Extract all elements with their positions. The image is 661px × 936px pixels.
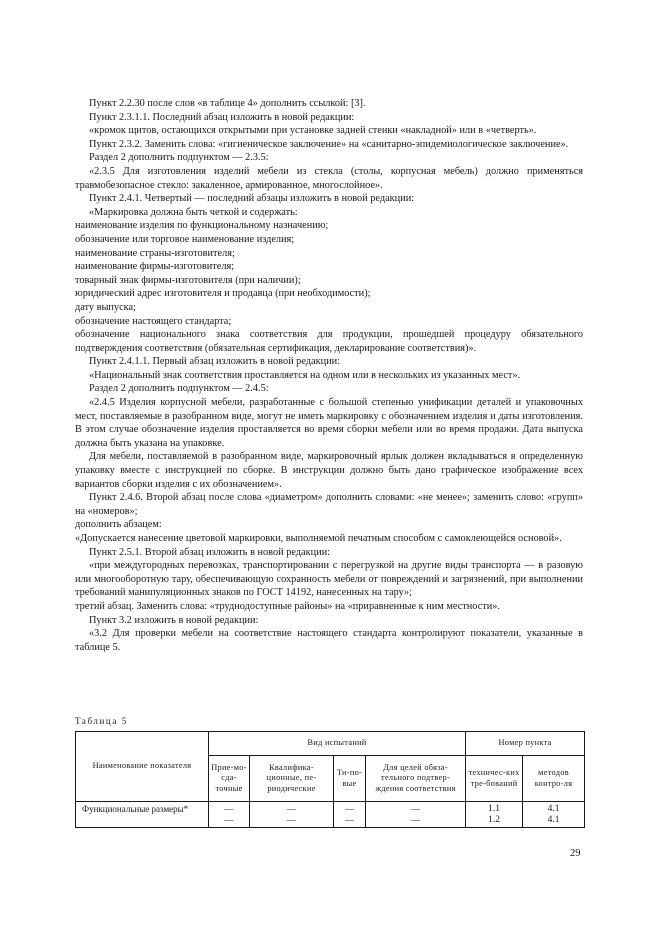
header-test-type: Вид испытаний (209, 732, 466, 756)
test-type-cell: — — (366, 802, 466, 828)
body-paragraph: Пункт 2.4.1.1. Первый абзац изложить в новой редакции: (89, 356, 340, 368)
header-qualification: Квалифика-ционные, пе-риодические (250, 756, 334, 802)
test-type-cell: — — (209, 802, 250, 828)
body-paragraph: обозначение или торговое наименование изделия; (75, 233, 295, 245)
body-paragraph: «кромок щитов, остающихся открытыми при установке задней стенки «накладной» или в «четверть». (89, 125, 537, 137)
body-paragraph: наименование страны-изготовителя; (75, 247, 235, 259)
body-paragraph: наименование изделия по функциональному назначению; (75, 220, 329, 232)
page-number: 29 (570, 848, 581, 859)
table-caption: Таблица 5 (75, 716, 128, 726)
body-text (75, 97, 583, 654)
body-paragraph: «2.3.5 Для изготовления изделий мебели из стекла (столы, корпусная мебель) должно применяться травмобезопасное стекло: закаленное, армированное, многослойное». (75, 165, 583, 191)
body-paragraph: «Допускается нанесение цветовой маркировки, выполняемой печатным способом с самоклеющейся основой». (75, 533, 562, 544)
body-paragraph: Пункт 2.3.2. Заменить слова: «гигиеническое заключение» на «санитарно-эпидемиологическое заключение». (89, 138, 569, 150)
results-table (75, 731, 585, 828)
body-paragraph: Раздел 2 дополнить подпунктом — 2.3.5: (89, 152, 269, 164)
tech-requirement-clause-cell: 1.1 1.2 (466, 802, 523, 828)
body-paragraph: Для мебели, поставляемой в разобранном виде, маркировочный ярлык должен вкладываться в определенную упаковку вместе с инструкцией по сборке. В инструкции должно быть дано графическое изображение всех вариантов сборки изделия с их обозначением». (75, 451, 583, 490)
body-paragraph: Пункт 2.3.1.1. Последний абзац изложить в новой редакции: (89, 111, 355, 123)
body-paragraph: Пункт 2.5.1. Второй абзац изложить в новой редакции: (89, 546, 330, 558)
body-paragraph: Пункт 3.2 изложить в новой редакции: (89, 614, 259, 626)
indicator-name-cell: Функциональные размеры* (76, 802, 209, 828)
body-paragraph: «при междугородных перевозках, транспортировании с перегрузкой на другие виды транспорта — в разовую или многооборотную тару, обеспечивающую сохранность мебели от повреждений и загрязнений, при выполнении требований манипуляционных знаков по ГОСТ 14192, нанесенных на тару»; (75, 560, 583, 599)
body-paragraph: Пункт 2.2.30 после слов «в таблице 4» дополнить ссылкой: [3]. (89, 98, 366, 109)
body-paragraph: «Национальный знак соответствия проставляется на одном или в нескольких из указанных мест». (89, 369, 521, 381)
body-paragraph: наименование фирмы-изготовителя; (75, 261, 235, 273)
body-paragraph: Пункт 2.4.1. Четвертый — последний абзацы изложить в новой редакции: (89, 193, 415, 205)
body-paragraph: «2.4.5 Изделия корпусной мебели, разработанные с большой степенью унификации деталей и упаковочных мест, поставляемые в разобранном виде, могут не иметь маркировку с обозначением изделия и даты изготовления. В этом случае обозначение изделия проставляется во время сборки мебели или во время продажи. Дата выпуска должна быть указана на упаковке. (75, 397, 583, 449)
control-method-clause-cell: 4.1 4.1 (523, 802, 585, 828)
body-paragraph: товарный знак фирмы-изготовителя (при наличии); (75, 274, 301, 286)
body-paragraph: третий абзац. Заменить слова: «труднодоступные районы» на «приравненные к ним местности». (75, 600, 501, 612)
body-paragraph: обозначение настоящего стандарта; (75, 315, 232, 327)
body-paragraph: юридический адрес изготовителя и продавца (при необходимости); (75, 288, 371, 300)
body-paragraph: «Маркировка должна быть четкой и содержать: (89, 206, 298, 218)
header-technical-requirements: техничес-ких тре-бований (466, 756, 523, 802)
header-acceptance: Прие-мо-сда-точные (209, 756, 250, 802)
test-type-cell: — — (334, 802, 366, 828)
header-clause-number: Номер пункта (466, 732, 585, 756)
body-paragraph: Пункт 2.4.6. Второй абзац после слова «диаметром» дополнить словами: «не менее»; заменить слово: «групп» на «номеров»; (75, 492, 583, 517)
table-row (76, 802, 585, 828)
header-type-tests: Ти-по-вые (334, 756, 366, 802)
body-paragraph: Раздел 2 дополнить подпунктом — 2.4.5: (89, 383, 269, 395)
body-paragraph: «3.2 Для проверки мебели на соответствие настоящего стандарта контролируют показатели, указанные в таблице 5. (75, 628, 583, 653)
body-paragraph: дату выпуска; (75, 301, 136, 313)
body-paragraph: дополнить абзацем: (75, 519, 162, 531)
header-indicator: Наименование показателя (76, 732, 209, 802)
header-control-methods: методов контро-ля (523, 756, 585, 802)
header-mandatory-confirmation: Для целей обяза-тельного подтвер-ждения соответствия (366, 756, 466, 802)
body-paragraph: обозначение национального знака соответствия для продукции, прошедшей процедуру обязательного подтверждения соответствия (обязательная сертификация, декларирование соответствия)». (75, 329, 583, 354)
test-type-cell: — — (250, 802, 334, 828)
